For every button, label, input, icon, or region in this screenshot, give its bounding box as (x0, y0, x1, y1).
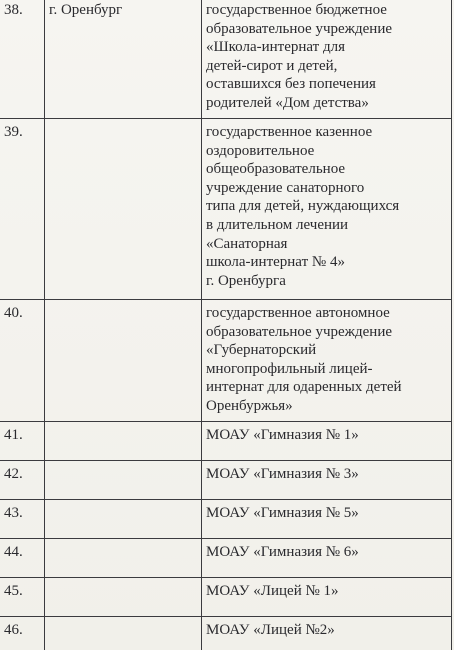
row-location: г. Оренбург (45, 0, 202, 119)
row-location (45, 422, 202, 461)
row-location (45, 539, 202, 578)
organization-line: МОАУ «Гимназия № 5» (206, 505, 359, 521)
table-row (0, 539, 452, 578)
row-number: 46. (0, 617, 45, 650)
organization-line: МОАУ «Лицей №2» (206, 622, 335, 638)
row-number: 43. (0, 500, 45, 539)
row-location (45, 461, 202, 500)
organization-line: государственное казенное (206, 124, 373, 140)
organization-line: МОАУ «Лицей № 1» (206, 583, 339, 599)
organization-line: МОАУ «Гимназия № 3» (206, 466, 359, 482)
organization-line: родителей «Дом детства» (206, 94, 369, 111)
row-number: 45. (0, 578, 45, 617)
organization-line: детей-сирот и детей, (206, 57, 338, 74)
row-location (45, 119, 202, 300)
table-row (0, 119, 452, 300)
table-row (0, 0, 452, 119)
row-number: 38. (0, 0, 45, 119)
row-organization (202, 539, 452, 578)
organization-line: интернат для одаренных детей (206, 379, 402, 396)
organization-line: «Губернаторский (206, 342, 317, 359)
table-row (0, 461, 452, 500)
organization-line: г. Оренбурга (206, 272, 286, 289)
organization-line: учреждение санаторного (206, 179, 365, 196)
row-number: 42. (0, 461, 45, 500)
organization-line: оздоровительное (206, 142, 315, 159)
organization-line: образовательное учреждение (206, 20, 393, 37)
row-location (45, 300, 202, 422)
table-row (0, 422, 452, 461)
table-row (0, 500, 452, 539)
row-organization (202, 0, 452, 119)
organization-line: государственное автономное (206, 305, 390, 321)
organization-line: многопрофильный лицей- (206, 360, 373, 377)
row-number: 40. (0, 300, 45, 422)
row-organization (202, 461, 452, 500)
table-row (0, 300, 452, 422)
row-number: 44. (0, 539, 45, 578)
row-organization (202, 617, 452, 650)
organization-line: МОАУ «Гимназия № 6» (206, 544, 359, 560)
row-organization (202, 422, 452, 461)
organization-line: МОАУ «Гимназия № 1» (206, 427, 359, 443)
row-location (45, 578, 202, 617)
row-organization (202, 119, 452, 300)
organization-line: общеобразовательное (206, 161, 346, 178)
row-number: 39. (0, 119, 45, 300)
row-organization (202, 300, 452, 422)
table-row (0, 578, 452, 617)
organization-line: образовательное учреждение (206, 323, 393, 340)
row-organization (202, 500, 452, 539)
row-location (45, 500, 202, 539)
organization-line: типа для детей, нуждающихся (206, 198, 400, 215)
organization-line: «Школа-интернат для (206, 39, 345, 56)
organization-line: «Санаторная (206, 235, 288, 252)
table-row (0, 617, 452, 650)
row-location (45, 617, 202, 650)
row-number: 41. (0, 422, 45, 461)
organization-line: оставшихся без попечения (206, 76, 376, 93)
organization-line: государственное бюджетное (206, 2, 387, 18)
organization-line: школа-интернат № 4» (206, 254, 345, 271)
organization-line: Оренбуржья» (206, 397, 293, 414)
organization-line: в длительном лечении (206, 216, 349, 233)
row-organization (202, 578, 452, 617)
